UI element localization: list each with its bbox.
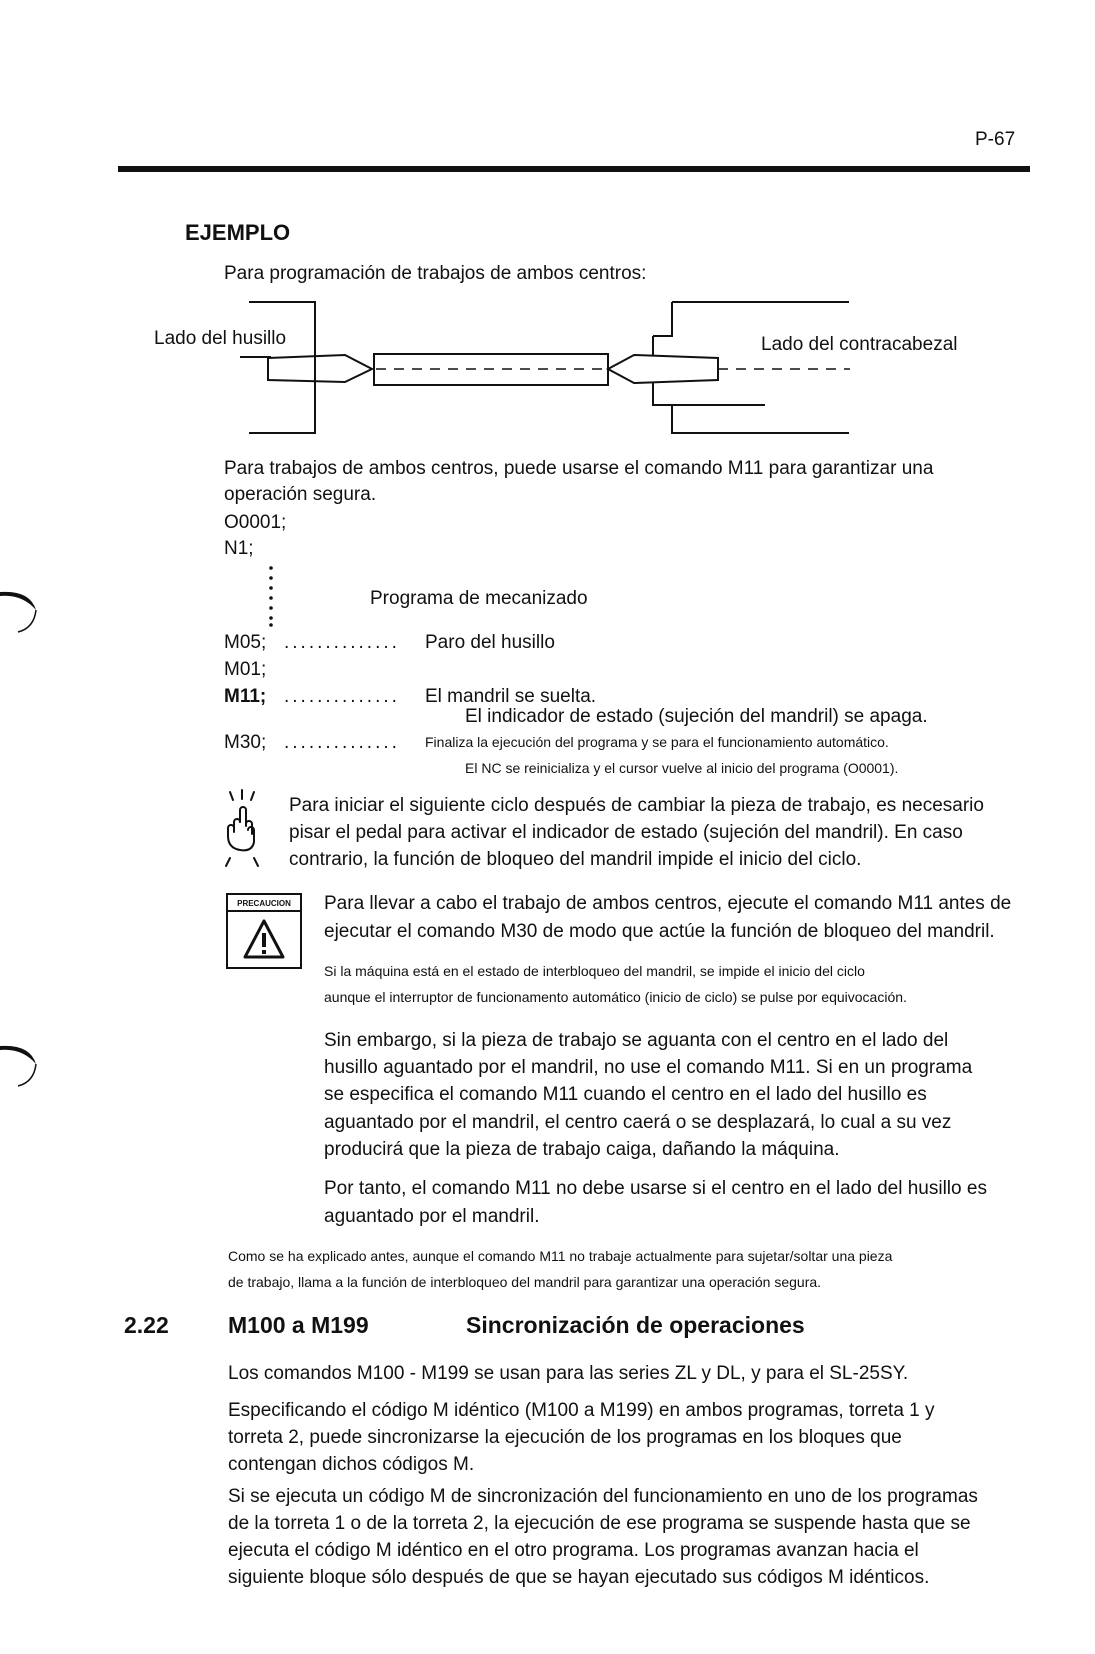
example-title: EJEMPLO xyxy=(185,220,291,245)
section-title: Sincronización de operaciones xyxy=(466,1312,805,1338)
code-m30: M30; xyxy=(224,732,267,753)
note-line1: Para iniciar el siguiente ciclo después de cambiar la pieza de trabajo, es necesario xyxy=(289,795,984,816)
leader-dots-m05: .............. xyxy=(284,632,400,653)
caution-p3-line5: producirá que la pieza de trabajo caiga, dañando la máquina. xyxy=(324,1139,840,1160)
caution-badge-label: PRECAUCION xyxy=(228,898,300,912)
example-desc-line2: operación segura. xyxy=(224,484,377,505)
caution-p1-line1: Para llevar a cabo el trabajo de ambos centros, ejecute el comando M11 antes de xyxy=(324,893,1012,914)
code-n1: N1; xyxy=(224,538,254,559)
caution-badge xyxy=(226,893,302,969)
m11-desc2: El indicador de estado (sujeción del mandril) se apaga. xyxy=(465,706,928,727)
note-line2: pisar el pedal para activar el indicador de estado (sujeción del mandril). En caso xyxy=(289,822,963,843)
section-p2-line2: torreta 2, puede sincronizarse la ejecución de los programas en los bloques que xyxy=(228,1427,902,1448)
m30-desc2: El NC se reinicializa y el cursor vuelve al inicio del programa (O0001). xyxy=(465,760,899,776)
tailstock-side-label: Lado del contracabezal xyxy=(761,334,958,355)
program-label: Programa de mecanizado xyxy=(370,588,588,609)
page-number: P-67 xyxy=(975,129,1016,150)
warning-triangle-icon xyxy=(242,917,286,961)
caution-p3-line2: husillo aguantado por el mandril, no use el comando M11. Si en un programa xyxy=(324,1057,973,1078)
caution-p3-line4: aguantado por el mandril, el centro caerá o se desplazará, lo cual a su vez xyxy=(324,1112,952,1133)
spindle-side-label: Lado del husillo xyxy=(154,328,287,349)
code-o0001: O0001; xyxy=(224,512,287,533)
section-p2-line3: contengan dichos códigos M. xyxy=(228,1454,475,1475)
caution-p3-line1: Sin embargo, si la pieza de trabajo se aguanta con el centro en el lado del xyxy=(324,1030,949,1051)
example-intro: Para programación de trabajos de ambos centros: xyxy=(224,263,647,284)
m05-desc: Paro del husillo xyxy=(425,632,555,653)
code-m05: M05; xyxy=(224,632,267,653)
section-p2-line1: Especificando el código M idéntico (M100 a M199) en ambos programas, torreta 1 y xyxy=(228,1400,935,1421)
note-line3: contrario, la función de bloqueo del mandril impide el inicio del ciclo. xyxy=(289,849,862,870)
summary-line2: de trabajo, llama a la función de interbloqueo del mandril para garantizar una operación segura. xyxy=(228,1274,822,1290)
caution-p4-line1: Por tanto, el comando M11 no debe usarse si el centro en el lado del husillo es xyxy=(324,1178,987,1199)
caution-p2-line2: aunque el interruptor de funcionamento automático (inicio de ciclo) se pulse por equivocación. xyxy=(324,989,907,1005)
section-p3-line1: Si se ejecuta un código M de sincronización del funcionamiento en uno de los programas xyxy=(228,1486,978,1507)
example-desc-line1: Para trabajos de ambos centros, puede usarse el comando M11 para garantizar una xyxy=(224,458,934,479)
section-p3-line3: ejecuta el código M idéntico en el otro programa. Los programas avanzan hacia el xyxy=(228,1540,919,1561)
vertical-ellipsis xyxy=(266,565,276,627)
caution-p3-line3: se especifica el comando M11 cuando el centro en el lado del husillo es xyxy=(324,1084,927,1105)
binder-hole-mark-bottom xyxy=(0,1042,40,1088)
binder-hole-mark-top xyxy=(0,588,40,634)
m30-desc: Finaliza la ejecución del programa y se para el funcionamiento automático. xyxy=(425,734,889,750)
section-p1: Los comandos M100 - M199 se usan para las series ZL y DL, y para el SL-25SY. xyxy=(228,1363,909,1384)
m11-desc: El mandril se suelta. xyxy=(425,686,597,707)
foot-pedal-icon xyxy=(222,788,268,870)
leader-dots-m11: .............. xyxy=(284,686,400,707)
summary-line1: Como se ha explicado antes, aunque el comando M11 no trabaje actualmente para sujetar/soltar una pieza xyxy=(228,1248,893,1264)
section-p3-line2: de la torreta 1 o de la torreta 2, la ejecución de ese programa se suspende hasta que se xyxy=(228,1513,971,1534)
section-number: 2.22 xyxy=(124,1312,169,1338)
code-m11: M11; xyxy=(224,686,267,707)
two-centers-diagram xyxy=(0,0,1095,460)
leader-dots-m30: .............. xyxy=(284,732,400,753)
caution-p1-line2: ejecutar el comando M30 de modo que actúe la función de bloqueo del mandril. xyxy=(324,921,995,942)
code-m01: M01; xyxy=(224,659,267,680)
section-code: M100 a M199 xyxy=(228,1312,369,1338)
caution-p2-line1: Si la máquina está en el estado de interbloqueo del mandril, se impide el inicio del ciclo xyxy=(324,963,865,979)
caution-p4-line2: aguantado por el mandril. xyxy=(324,1206,540,1227)
section-p3-line4: siguiente bloque sólo después de que se hayan ejecutado sus códigos M idénticos. xyxy=(228,1567,930,1588)
